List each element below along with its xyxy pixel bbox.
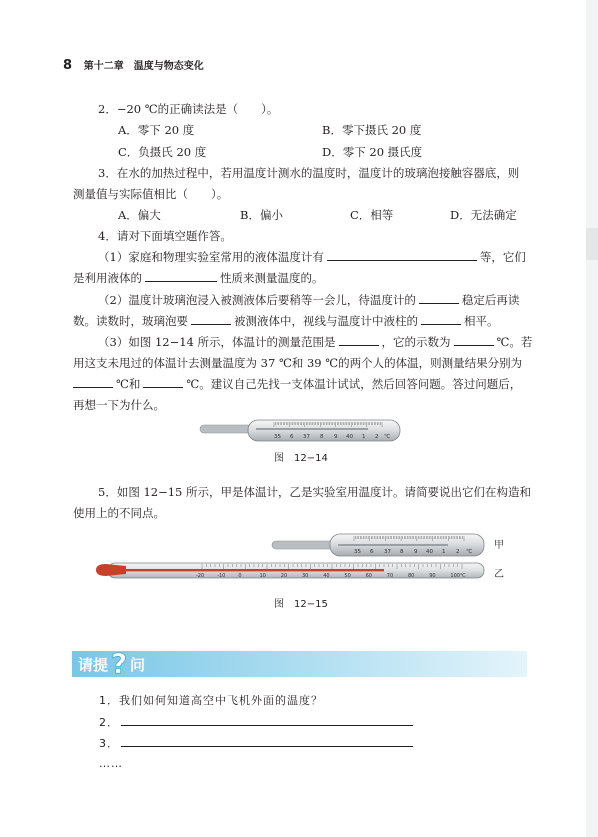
scale-label: 2 (375, 434, 379, 440)
scale-label: 9 (334, 434, 338, 440)
answer-blank (145, 270, 217, 282)
scale-label: -20 (196, 573, 205, 579)
answer-blank (191, 313, 231, 325)
ask-item-2-number: 2． (99, 716, 119, 729)
scale-label: 50 (344, 573, 351, 579)
scale-label: 70 (386, 573, 394, 579)
chapter-title: 第十二章 温度与物态变化 (83, 61, 204, 72)
q4-p3-text-e: ℃和 (116, 377, 141, 391)
q4-p1-text-c: 是利用液体的 (73, 271, 142, 285)
scale-label: 2 (456, 549, 460, 555)
scale-label: 9 (414, 549, 418, 555)
answer-blank (419, 292, 459, 304)
ask-item-3-number: 3． (99, 737, 119, 750)
q4-part3-line1 (98, 334, 532, 350)
q4-p3-text-a: （3）如图 12−14 所示，体温计的测量范围是 (98, 335, 336, 349)
thermometer-bulb (272, 541, 338, 549)
scale-label: 60 (365, 573, 372, 579)
q4-p3-text-b: ，它的示数为 (381, 335, 451, 349)
scale-label: 35 (354, 549, 361, 555)
q4-part2-line1 (98, 292, 519, 308)
banner-title-right: 问 (130, 656, 146, 674)
ask-item-3 (99, 735, 416, 752)
scale-label: 0 (238, 573, 242, 579)
page-number: 8 (63, 58, 73, 73)
scale-label: 90 (429, 573, 436, 579)
q4-p3-text-c: ℃。若 (496, 335, 533, 349)
banner-title-left: 请提 (78, 656, 109, 674)
scale-label: 1 (442, 549, 446, 555)
scale-label: 37 (303, 434, 310, 440)
ask-item-1: 1．我们如何知道高空中飞机外面的温度？ (99, 694, 323, 707)
answer-blank (339, 334, 379, 346)
scale-label: 6 (290, 434, 294, 440)
scale-label: ℃ (384, 434, 391, 440)
q4-part3-line4: 再想一下为什么。 (73, 398, 165, 412)
ask-item-ellipsis: …… (99, 757, 123, 770)
answer-blank (327, 249, 477, 261)
scale-label: 35 (274, 434, 281, 440)
q4-part3-line3 (73, 376, 521, 392)
scale-label: 10 (259, 573, 266, 579)
page-header (63, 57, 204, 73)
q5-line1: 5．如图 12−15 所示，甲是体温计，乙是实验室用温度计。请简要说出它们在构造和 (98, 485, 532, 499)
scale-label: 80 (408, 573, 415, 579)
ask-item-2 (99, 714, 416, 731)
q4-part1-line1 (98, 249, 526, 265)
mercury-column (338, 544, 448, 546)
scale-label: 100 (450, 573, 460, 579)
q5-line2: 使用上的不同点。 (73, 506, 165, 520)
q3-option-b: B．偏小 (240, 208, 283, 222)
q2-option-c: C．负摄氏 20 度 (118, 145, 207, 159)
label-yi: 乙 (494, 569, 504, 580)
page-edge-strip (586, 0, 598, 837)
page-edge-tab (586, 228, 598, 260)
label-jia: 甲 (494, 540, 504, 551)
thermometer-bulb (96, 564, 126, 576)
q3-option-a: A．偏大 (118, 208, 161, 222)
figure-12-14-thermometer (198, 418, 403, 444)
figure-12-15-caption: 图 12−15 (274, 599, 328, 610)
q4-part1-line2 (73, 270, 324, 286)
liquid-column (122, 569, 384, 571)
q4-part3-line2: 用这支未甩过的体温计去测量温度为 37 ℃和 39 ℃的两个人的体温，则测量结果分别为 (73, 356, 523, 370)
q4-p1-text-b: 等，它们 (479, 250, 526, 264)
answer-blank (73, 376, 113, 388)
q4-p2-text-c: 数。读数时，玻璃泡要 (73, 314, 188, 328)
scale-label: -10 (217, 573, 226, 579)
answer-blank (143, 376, 183, 388)
q2-option-b: B．零下摄氏 20 度 (322, 123, 422, 137)
answer-blank (421, 313, 461, 325)
q2-option-d: D．零下 20 摄氏度 (322, 145, 423, 159)
q4-p2-text-b: 稳定后再读 (461, 293, 520, 307)
q4-p2-text-a: （2）温度计玻璃泡浸入被测液体后要稍等一会儿，待温度计的 (98, 293, 416, 307)
scale-label: 40 (426, 549, 433, 555)
question-mark-icon: ? (111, 651, 128, 677)
scale-label: 8 (320, 434, 324, 440)
q4-p3-text-f: ℃。建议自己先找一支体温计试试，然后回答问题。答过问题后， (186, 377, 522, 391)
mercury-column (256, 428, 368, 430)
q4-p2-text-d: 被测液体中，视线与温度计中液柱的 (234, 314, 418, 328)
scale-label: 40 (346, 434, 353, 440)
q3-stem-line2: 测量值与实际值相比（ ）。 (73, 187, 229, 201)
answer-blank (454, 334, 494, 346)
scale-label: 1 (362, 434, 366, 440)
q4-part2-line2 (73, 313, 499, 329)
q4-title: 4．请对下面填空题作答。 (98, 229, 232, 243)
q4-p1-text-a: （1）家庭和物理实验室常用的液体温度计有 (98, 250, 324, 264)
scale-label: ℃ (460, 573, 466, 579)
figure-12-15 (92, 530, 502, 588)
scale-label: 20 (280, 573, 288, 579)
answer-blank (121, 714, 413, 726)
figure-12-14-caption: 图 12−14 (274, 453, 328, 464)
scale-label: 8 (400, 549, 404, 555)
lab-thermometer (96, 563, 484, 579)
q4-p1-text-d: 性质来测量温度的。 (220, 271, 324, 285)
q2-stem: 2．−20 ℃的正确读法是（ ）。 (98, 102, 279, 116)
q3-option-d: D．无法确定 (450, 208, 517, 222)
scale-label: 40 (323, 573, 330, 579)
q2-option-a: A．零下 20 度 (118, 123, 195, 137)
clinical-thermometer (272, 534, 484, 556)
ask-section-banner (72, 651, 527, 677)
answer-blank (121, 735, 413, 747)
thermometer-bulb (200, 425, 256, 433)
q3-option-c: C．相等 (350, 208, 394, 222)
scale-label: ℃ (466, 549, 473, 555)
q3-stem-line1: 3．在水的加热过程中，若用温度计测水的温度时，温度计的玻璃泡接触容器底，则 (98, 166, 520, 180)
scale-label: 30 (302, 573, 309, 579)
scale-label: 37 (384, 549, 391, 555)
q4-p2-text-e: 相平。 (464, 314, 499, 328)
scale-label: 6 (370, 549, 374, 555)
